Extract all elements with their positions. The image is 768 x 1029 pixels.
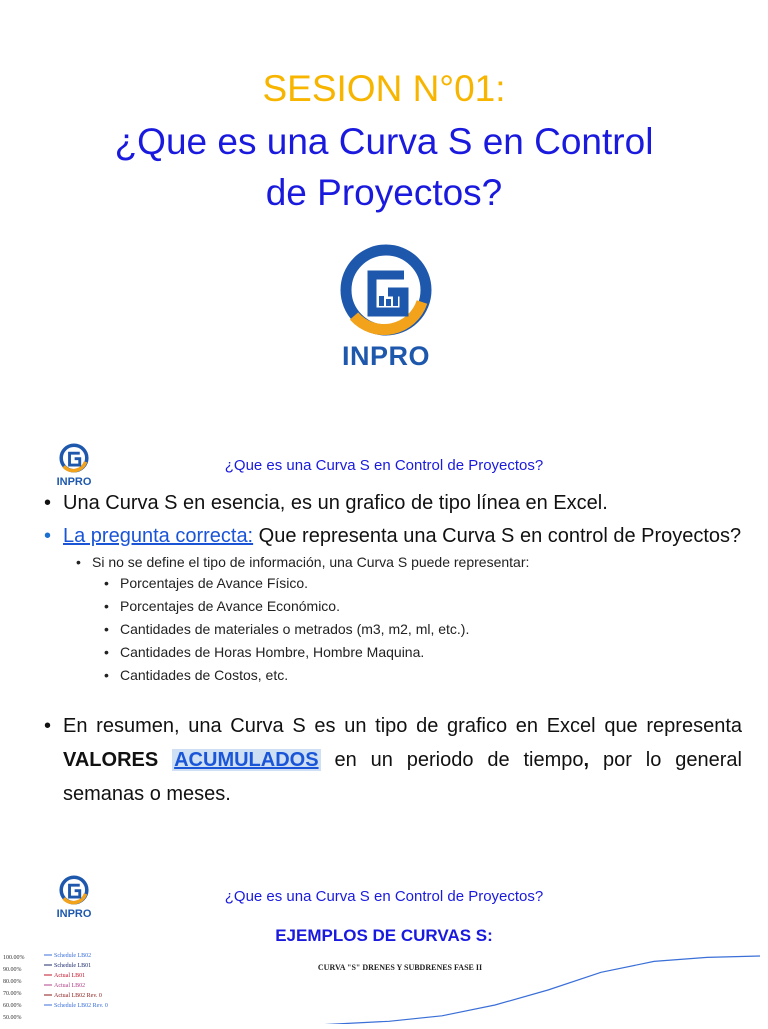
list-item-text: Porcentajes de Avance Económico.: [120, 598, 340, 614]
logo-text: INPRO: [56, 908, 92, 920]
logo-text: INPRO: [341, 341, 430, 371]
slide-subtitle: ¿Que es una Curva S en Control de Proyectos?: [224, 888, 544, 905]
bullet-list: [44, 490, 742, 811]
list-item: [44, 664, 742, 687]
highlight-text: ACUMULADOS: [174, 749, 319, 771]
main-title-line2: de Proyectos?: [265, 172, 503, 213]
bullet-text: Una Curva S en esencia, es un grafico de tipo línea en Excel.: [63, 492, 608, 514]
legend-entry: Schedule LB02: [54, 953, 92, 959]
list-item-text: Cantidades de Horas Hombre, Hombre Maquina.: [120, 644, 425, 660]
question-link[interactable]: La pregunta correcta:: [63, 525, 254, 547]
chart-title: CURVA "S" DRENES Y SUBDRENES FASE II: [317, 963, 483, 972]
list-item: [44, 572, 742, 595]
legend-entry: Schedule LB02 Rev. 0: [54, 1003, 108, 1009]
slide-definition: [0, 425, 768, 845]
list-item: [44, 618, 742, 641]
session-title: SESION N°01:: [262, 68, 506, 109]
bold-text: ,: [583, 749, 590, 771]
inpro-logo-icon: [334, 240, 438, 340]
series-line: [230, 956, 760, 1024]
bullet-text: en un periodo de tiempo: [320, 749, 584, 771]
main-title-line1: ¿Que es una Curva S en Control: [114, 121, 654, 162]
sub-bullet-text: Si no se define el tipo de información, una Curva S puede representar:: [92, 554, 530, 570]
slide-examples: [0, 860, 768, 1024]
y-tick-label: 70.00%: [3, 991, 22, 997]
legend-entry: Actual LB01: [54, 973, 86, 979]
list-item: [44, 641, 742, 664]
bullet-item: [44, 523, 742, 550]
examples-heading: EJEMPLOS DE CURVAS S:: [275, 926, 493, 945]
spacer-text: [158, 749, 172, 771]
slide-title: [0, 0, 768, 400]
inpro-logo: [334, 240, 438, 372]
legend-entry: Actual LB02 Rev. 0: [54, 993, 102, 999]
bullet-text: Que representa una Curva S en control de Proyectos?: [253, 525, 742, 547]
list-item: [44, 595, 742, 618]
bullet-text: En resumen, una Curva S es un tipo de grafico en Excel que representa: [63, 715, 742, 737]
s-curve-chart: [0, 948, 768, 1024]
y-tick-label: 50.00%: [3, 1015, 22, 1021]
list-item-text: Porcentajes de Avance Físico.: [120, 575, 309, 591]
chart-svg: [0, 948, 768, 1024]
bullet-item: [44, 490, 742, 517]
logo-text: INPRO: [56, 476, 92, 488]
bullet-item: [44, 709, 742, 811]
bullet-text: por lo general semanas o meses.: [63, 749, 742, 805]
legend-entry: Actual LB02: [54, 983, 86, 989]
sub-bullet-intro: [44, 553, 742, 572]
y-tick-label: 90.00%: [3, 967, 22, 973]
slide-subtitle: ¿Que es una Curva S en Control de Proyectos?: [224, 457, 544, 474]
y-tick-label: 60.00%: [3, 1003, 22, 1009]
list-item-text: Cantidades de materiales o metrados (m3, m2, ml, etc.).: [120, 621, 470, 637]
y-tick-label: 80.00%: [3, 979, 22, 985]
bold-text: VALORES: [63, 749, 159, 771]
y-tick-label: 100.00%: [3, 955, 25, 961]
list-item-text: Cantidades de Costos, etc.: [120, 667, 289, 683]
legend-entry: Schedule LB01: [54, 963, 92, 969]
